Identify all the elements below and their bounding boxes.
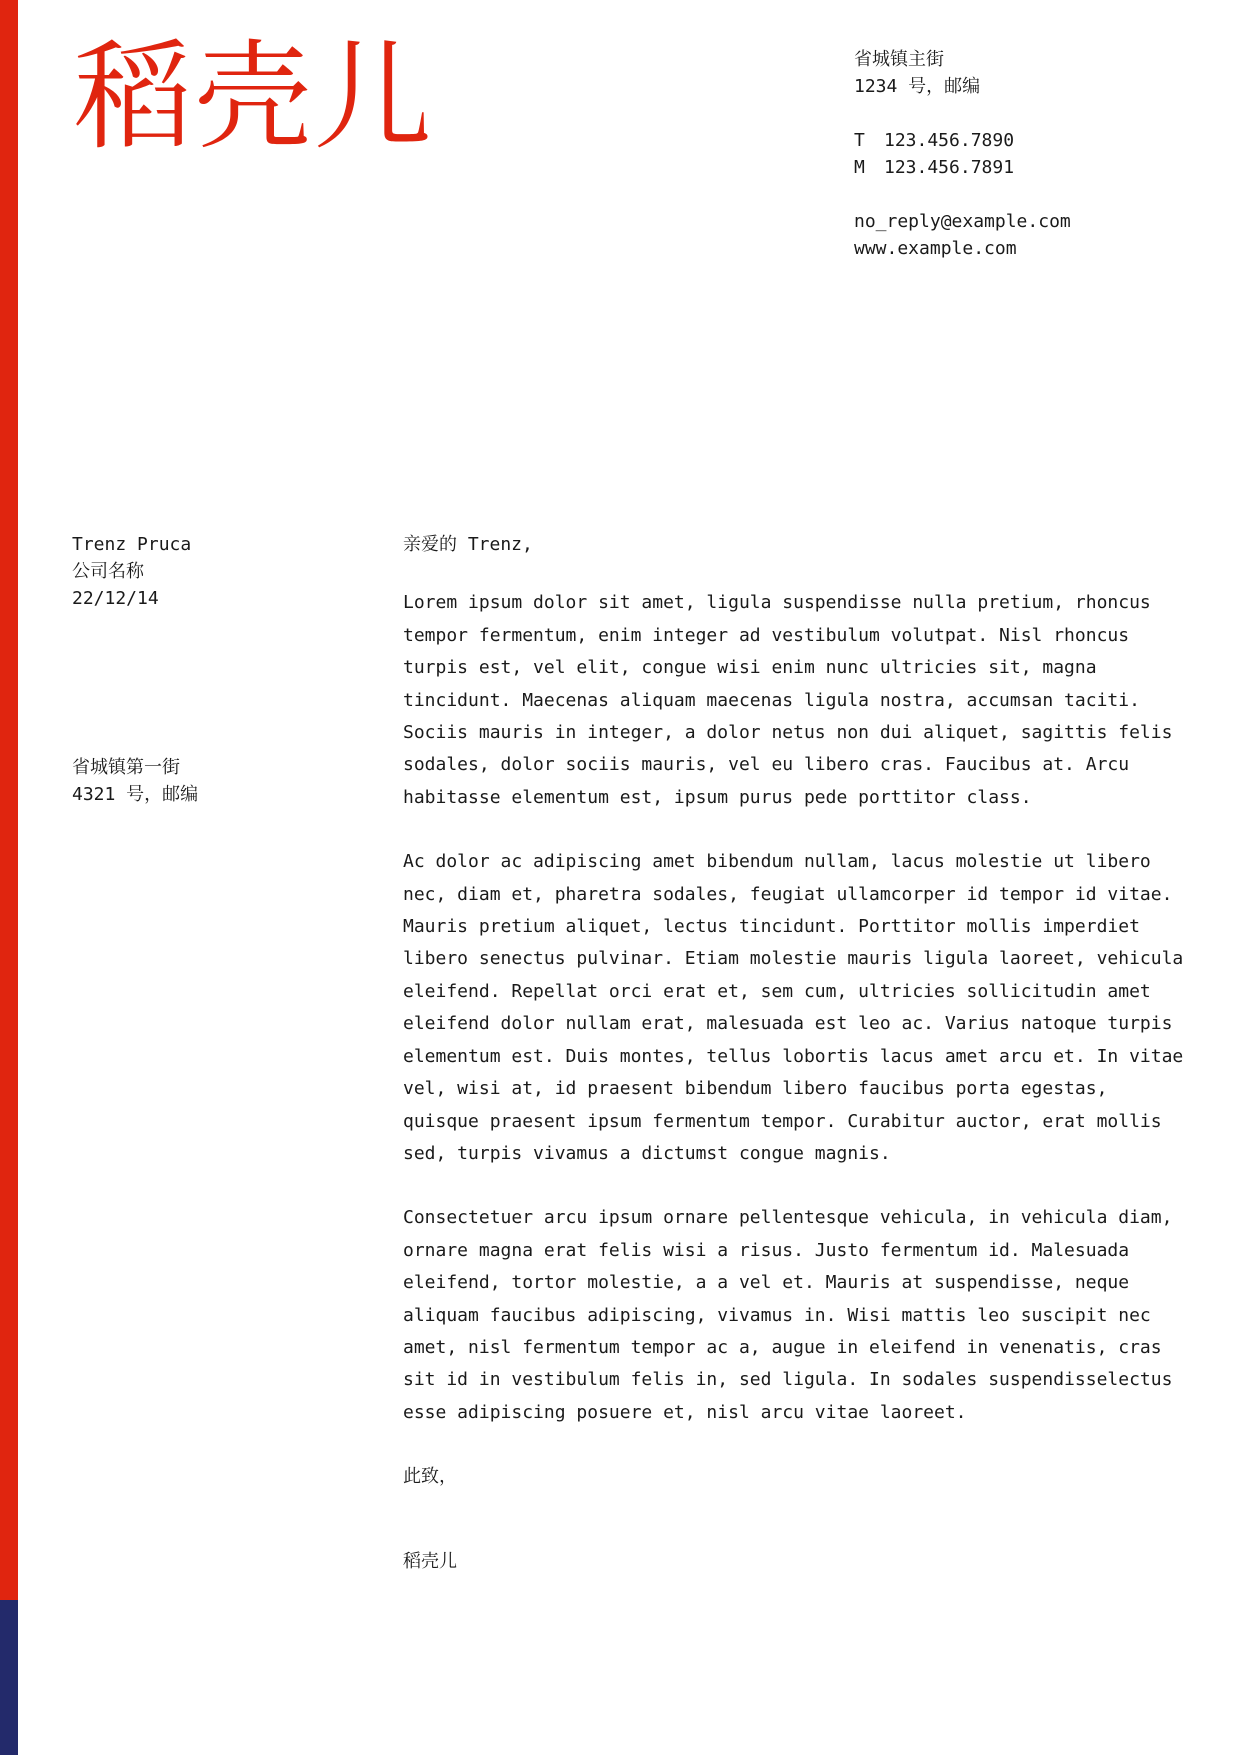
footer-accent-bar [0,1600,18,1755]
recipient-name: Trenz Pruca [72,534,192,555]
letter-body [403,529,1193,1578]
sender-mobile: 123.456.7891 [884,157,1015,178]
body-paragraph-1: Lorem ipsum dolor sit amet, ligula suspendisse nulla pretium, rhoncus tempor fermentum, enim integer ad vestibulum volutpat. Nisl rhoncus turpis est, vel elit, congue wisi enim nunc ultricies sit, magna tincidunt. Maecenas aliquam maecenas ligula nostra, accumsan taciti. Sociis mauris in integer, a dolor netus non dui aliquet, sagittis felis sodales, dolor sociis mauris, vel eu libero cras. Faucibus at. Arcu habitasse elementum est, ipsum purus pede porttitor class. [403,592,1173,808]
recipient-address-line2: 4321 号，邮编 [72,784,199,805]
sender-mobile-row [854,154,1071,181]
sender-address-line1: 省城镇主街 [854,49,944,70]
sender-phone-row [854,127,1071,154]
sender-info [854,46,1071,262]
letter-date: 22/12/14 [72,588,159,609]
sender-website: www.example.com [854,238,1017,259]
phone-label: T [854,130,865,151]
recipient-address [72,754,198,808]
accent-bar [0,0,18,1600]
salutation: 亲爱的 Trenz, [403,534,533,555]
sender-phones [854,127,1071,181]
company-logo: 稻壳儿 [74,28,435,166]
sender-email: no_reply@example.com [854,211,1071,232]
recipient-company: 公司名称 [72,561,144,582]
sender-address-line2: 1234 号，邮编 [854,76,981,97]
recipient-address-line1: 省城镇第一街 [72,757,180,778]
closing: 此致， [403,1466,457,1488]
body-paragraph-3: Consectetuer arcu ipsum ornare pellentesque vehicula, in vehicula diam, ornare magna erat felis wisi a risus. Justo fermentum id. Malesuada eleifend, tortor molestie, a a vel et. Mauris at suspendisse, neque aliquam faucibus adipiscing, vivamus in. Wisi mattis leo suscipit nec amet, nisl fermentum tempor ac a, augue in eleifend in venenatis, cras sit id in vestibulum felis in, sed ligula. In sodales suspendisselectus esse adipiscing posuere et, nisl arcu vitae laoreet. [403,1207,1173,1423]
mobile-label: M [854,157,865,178]
sender-phone: 123.456.7890 [884,130,1015,151]
sender-contact [854,208,1071,262]
signature: 稻壳儿 [403,1550,457,1572]
body-paragraph-2: Ac dolor ac adipiscing amet bibendum nullam, lacus molestie ut libero nec, diam et, pharetra sodales, feugiat ullamcorper id tempor id vitae. Mauris pretium aliquet, lectus tincidunt. Porttitor mollis imperdiet libero senectus pulvinar. Etiam molestie mauris ligula laoreet, vehicula eleifend. Repellat orci erat et, sem cum, ultricies sollicitudin amet eleifend dolor nullam erat, malesuada est leo ac. Varius natoque turpis elementum est. Duis montes, tellus lobortis lacus amet arcu et. In vitae vel, wisi at, id praesent bibendum libero faucibus porta egestas, quisque praesent ipsum fermentum tempor. Curabitur auctor, erat mollis sed, turpis vivamus a dictumst congue magnis. [403,851,1184,1164]
recipient-info [72,531,198,808]
sender-address [854,46,1071,100]
